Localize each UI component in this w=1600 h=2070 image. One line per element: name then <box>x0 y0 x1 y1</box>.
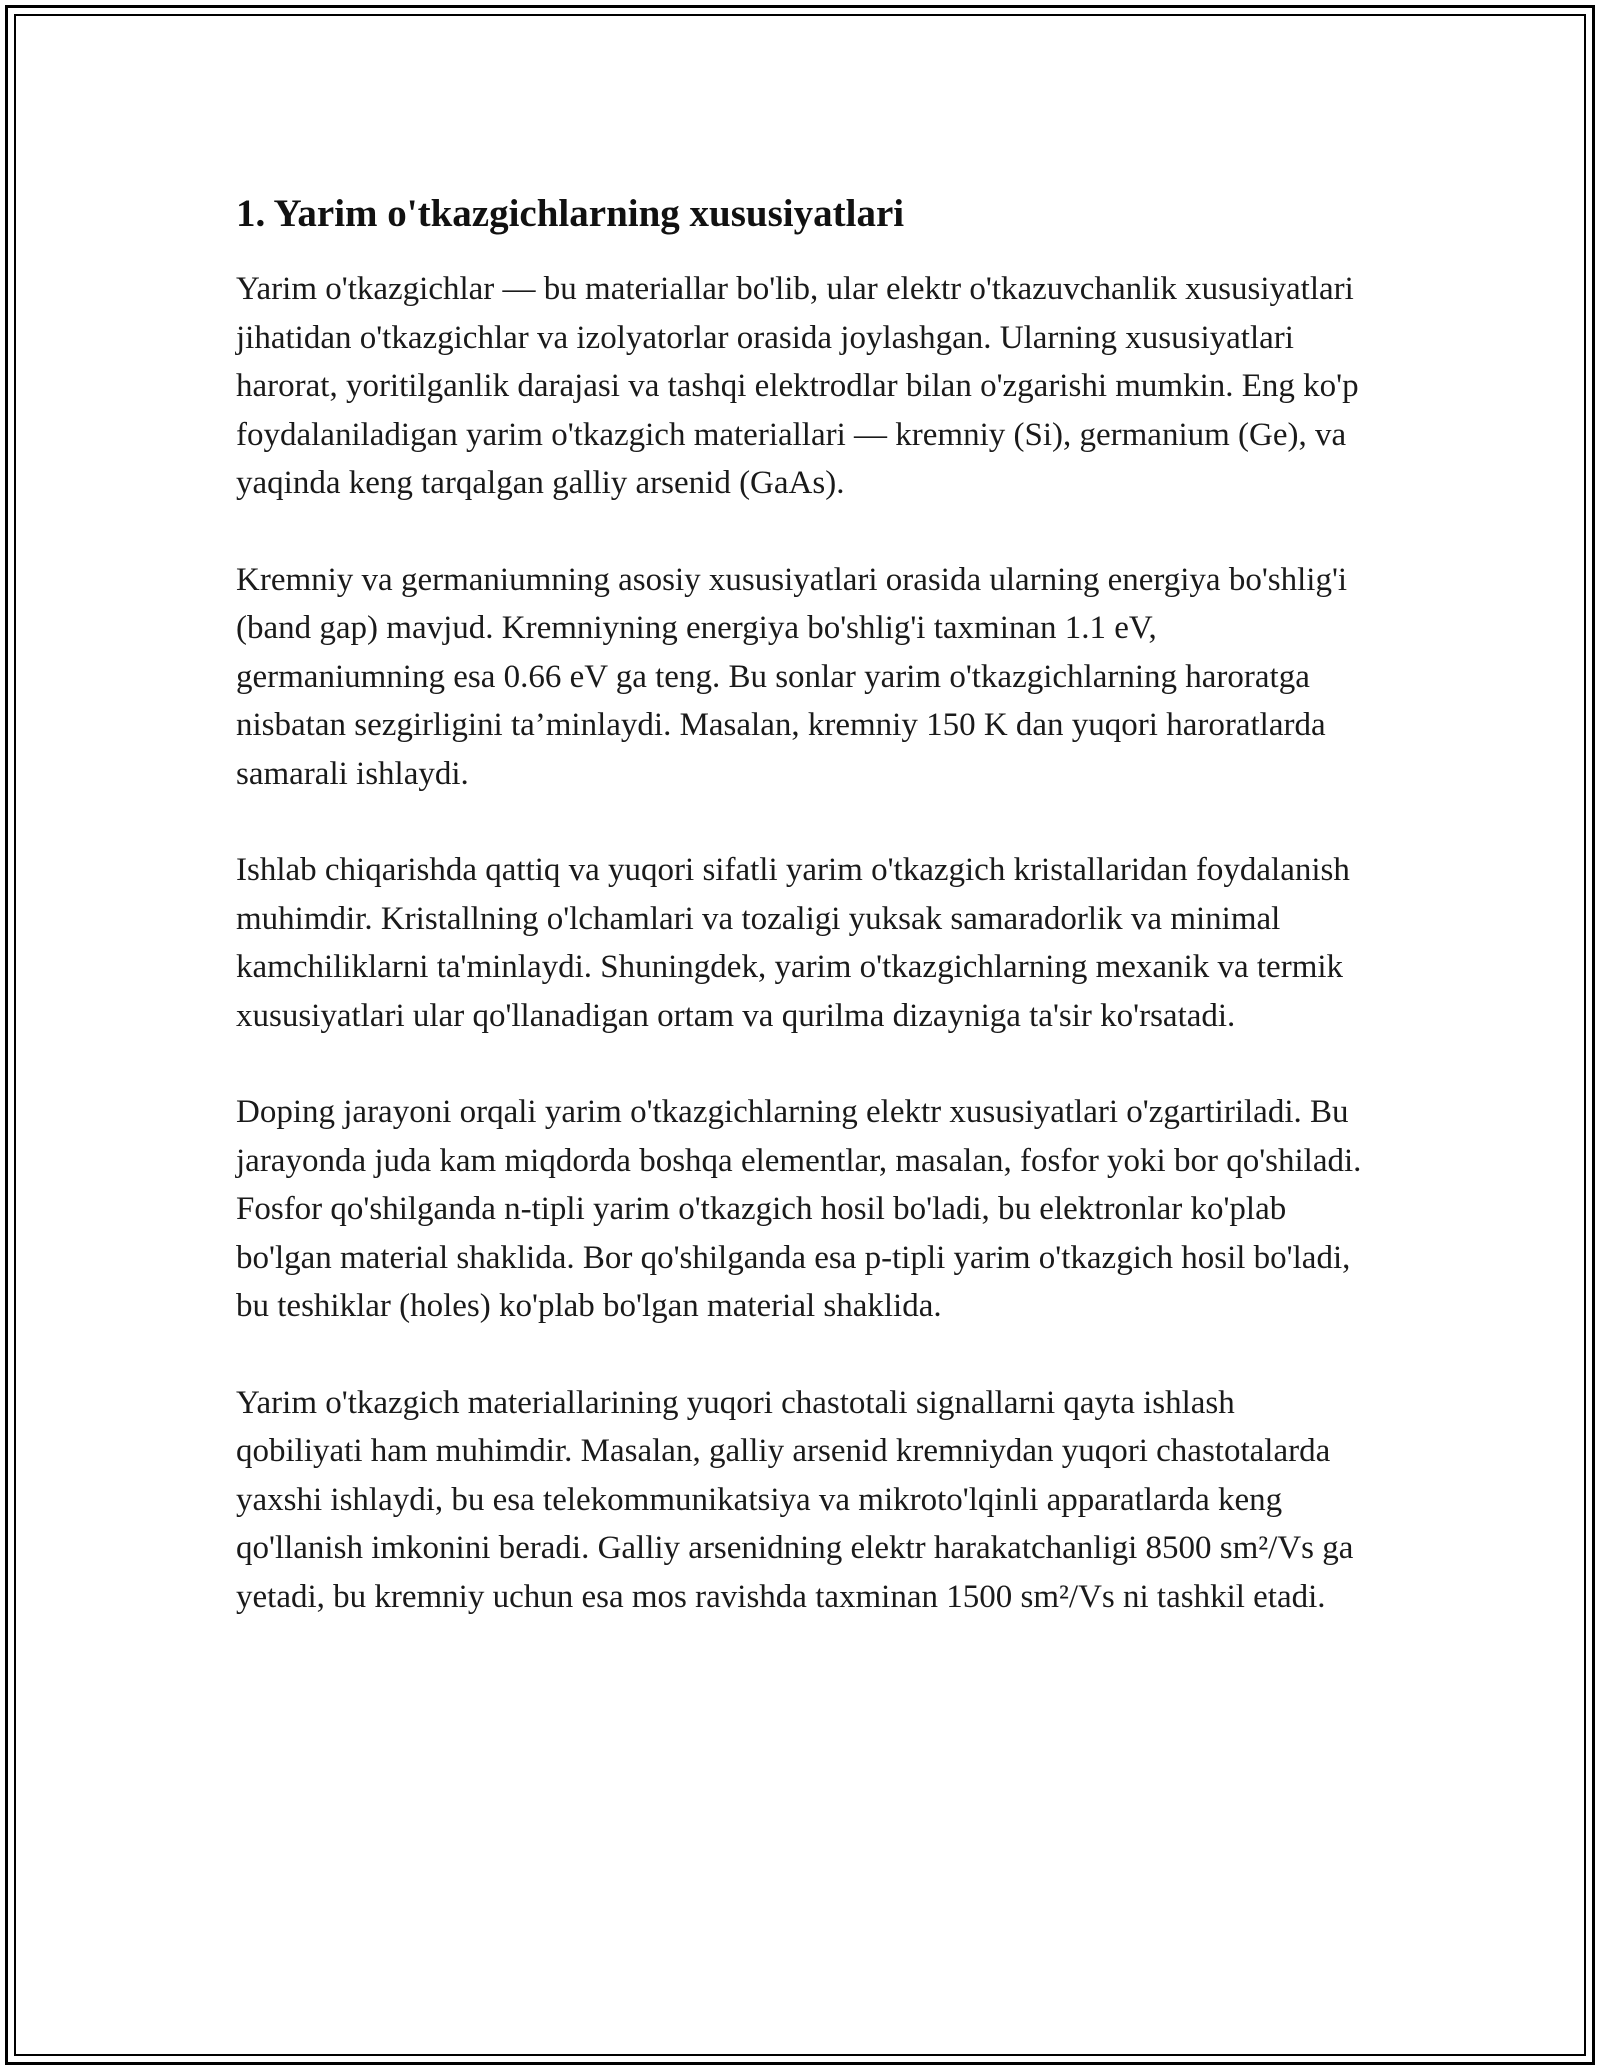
document-body <box>236 188 1366 1669</box>
paragraph-crystal-production: Ishlab chiqarishda qattiq va yuqori sifatli yarim o'tkazgich kristallaridan foydalanish muhimdir. Kristallning o'lchamlari va tozaligi yuksak samaradorlik va minimal kamchiliklarni ta'minlaydi. Shuningdek, yarim o'tkazgichlarning mexanik va termik xususiyatlari ular qo'llanadigan ortam va qurilma dizayniga ta'sir ko'rsatadi. <box>236 852 1350 1034</box>
section-heading: 1. Yarim o'tkazgichlarning xususiyatlari <box>236 192 905 235</box>
paragraph-semiconductor-definition: Yarim o'tkazgichlar — bu materiallar bo'lib, ular elektr o'tkazuvchanlik xususiyatlari jihatidan o'tkazgichlar va izolyatorlar orasida joylashgan. Ularning xususiyatlari harorat, yoritilganlik darajasi va tashqi elektrodlar bilan o'zgarishi mumkin. Eng ko'p foydalaniladigan yarim o'tkazgich materiallari — kremniy (Si), germanium (Ge), va yaqinda keng tarqalgan galliy arsenid (GaAs). <box>236 271 1359 501</box>
paragraph-high-frequency: Yarim o'tkazgich materiallarining yuqori chastotali signallarni qayta ishlash qobiliyati ham muhimdir. Masalan, galliy arsenid kremniydan yuqori chastotalarda yaxshi ishlaydi, bu esa telekommunikatsiya va mikroto'lqinli apparatlarda keng qo'llanish imkonini beradi. Galliy arsenidning elektr harakatchanligi 8500 sm²/Vs ga yetadi, bu kremniy uchun esa mos ravishda taxminan 1500 sm²/Vs ni tashkil etadi. <box>236 1384 1354 1615</box>
paragraph-band-gap: Kremniy va germaniumning asosiy xususiyatlari orasida ularning energiya bo'shlig'i (band gap) mavjud. Kremniyning energiya bo'shlig'i taxminan 1.1 eV, germaniumning esa 0.66 eV ga teng. Bu sonlar yarim o'tkazgichlarning haroratga nisbatan sezgirligini ta’minlaydi. Masalan, kremniy 150 K dan yuqori haroratlarda samarali ishlaydi. <box>236 561 1348 792</box>
paragraph-doping: Doping jarayoni orqali yarim o'tkazgichlarning elektr xususiyatlari o'zgartiriladi. Bu jarayonda juda kam miqdorda boshqa elementlar, masalan, fosfor yoki bor qo'shiladi. Fosfor qo'shilganda n-tipli yarim o'tkazgich hosil bo'ladi, bu elektronlar ko'plab bo'lgan material shaklida. Bor qo'shilganda esa p-tipli yarim o'tkazgich hosil bo'ladi, bu teshiklar (holes) ko'plab bo'lgan material shaklida. <box>236 1094 1362 1324</box>
